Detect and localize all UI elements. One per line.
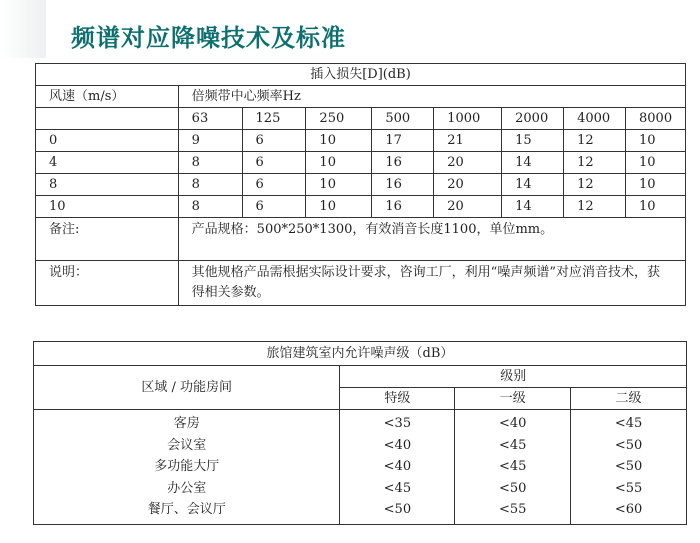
table-row xyxy=(34,435,687,457)
value-cell: 16 xyxy=(372,196,434,218)
value-cell: 14 xyxy=(502,152,564,174)
level-cell: 二级 xyxy=(571,388,687,410)
table-row xyxy=(34,478,687,500)
level-cell: 一级 xyxy=(455,388,571,410)
value-cell: 6 xyxy=(242,130,306,152)
value-cell: <45 xyxy=(455,456,571,478)
frequency-cell: 63 xyxy=(178,108,242,130)
value-cell: 21 xyxy=(434,130,502,152)
value-cell: 17 xyxy=(372,130,434,152)
table-row xyxy=(36,174,686,196)
frequency-cell: 125 xyxy=(242,108,306,130)
value-cell: 20 xyxy=(434,174,502,196)
speed-cell: 10 xyxy=(36,196,179,218)
frequency-header: 倍频带中心频率Hz xyxy=(178,86,685,108)
value-cell: <50 xyxy=(571,435,687,457)
value-cell: 15 xyxy=(502,130,564,152)
value-cell: 8 xyxy=(178,196,242,218)
speed-cell: 8 xyxy=(36,174,179,196)
frequency-cell: 500 xyxy=(372,108,434,130)
value-cell: 12 xyxy=(564,196,626,218)
value-cell: <45 xyxy=(571,410,687,435)
value-cell: 12 xyxy=(564,174,626,196)
value-cell: <45 xyxy=(340,478,455,500)
frequency-row xyxy=(36,108,686,130)
value-cell: <50 xyxy=(455,478,571,500)
value-cell: <35 xyxy=(340,410,455,435)
value-cell: 12 xyxy=(564,130,626,152)
value-cell: <50 xyxy=(571,456,687,478)
value-cell: <40 xyxy=(340,456,455,478)
table-caption: 插入损失[D](dB) xyxy=(36,64,686,86)
value-cell: 6 xyxy=(242,152,306,174)
wind-speed-header: 风速（m/s） xyxy=(36,86,179,108)
frequency-cell: 250 xyxy=(306,108,372,130)
room-cell: 客房 xyxy=(34,410,340,435)
corner-decoration xyxy=(0,0,46,58)
value-cell: <55 xyxy=(571,478,687,500)
value-cell: <60 xyxy=(571,499,687,524)
value-cell: <55 xyxy=(455,499,571,524)
value-cell: 16 xyxy=(372,174,434,196)
value-cell: 20 xyxy=(434,152,502,174)
empty-cell xyxy=(36,108,179,130)
room-cell: 多功能大厅 xyxy=(34,456,340,478)
table-row xyxy=(36,196,686,218)
frequency-cell: 1000 xyxy=(434,108,502,130)
value-cell: 10 xyxy=(306,130,372,152)
value-cell: 12 xyxy=(564,152,626,174)
room-cell: 会议室 xyxy=(34,435,340,457)
page-title: 频谱对应降噪技术及标准 xyxy=(71,24,346,52)
level-cell: 特级 xyxy=(340,388,455,410)
hotel-noise-table xyxy=(33,341,687,525)
value-cell: 10 xyxy=(306,152,372,174)
table-row xyxy=(34,499,687,524)
speed-cell: 4 xyxy=(36,152,179,174)
table-row xyxy=(34,410,687,435)
insertion-loss-table xyxy=(35,63,686,306)
value-cell: 10 xyxy=(626,174,686,196)
table-row xyxy=(36,152,686,174)
value-cell: 10 xyxy=(306,196,372,218)
value-cell: 8 xyxy=(178,174,242,196)
frequency-cell: 4000 xyxy=(564,108,626,130)
frequency-cell: 2000 xyxy=(502,108,564,130)
room-cell: 办公室 xyxy=(34,478,340,500)
value-cell: <45 xyxy=(455,435,571,457)
value-cell: 10 xyxy=(306,174,372,196)
level-header: 级别 xyxy=(340,366,687,388)
remark-text: 产品规格：500*250*1300，有效消音长度1100，单位mm。 xyxy=(178,218,685,261)
table-row xyxy=(34,456,687,478)
value-cell: 6 xyxy=(242,174,306,196)
value-cell: 14 xyxy=(502,196,564,218)
remark-label: 备注: xyxy=(36,218,179,261)
speed-cell: 0 xyxy=(36,130,179,152)
value-cell: <50 xyxy=(340,499,455,524)
value-cell: 8 xyxy=(178,152,242,174)
table-caption: 旅馆建筑室内允许噪声级（dB） xyxy=(34,342,687,366)
value-cell: 14 xyxy=(502,174,564,196)
value-cell: 9 xyxy=(178,130,242,152)
table-row xyxy=(36,130,686,152)
value-cell: 6 xyxy=(242,196,306,218)
area-header: 区域 / 功能房间 xyxy=(34,366,340,410)
frequency-cell: 8000 xyxy=(626,108,686,130)
note-label: 说明： xyxy=(36,261,179,306)
value-cell: 10 xyxy=(626,196,686,218)
value-cell: <40 xyxy=(340,435,455,457)
value-cell: <40 xyxy=(455,410,571,435)
value-cell: 20 xyxy=(434,196,502,218)
note-text: 其他规格产品需根据实际设计要求，咨询工厂，利用“噪声频谱”对应消音技术，获得相关参数。 xyxy=(178,261,685,306)
value-cell: 10 xyxy=(626,152,686,174)
value-cell: 10 xyxy=(626,130,686,152)
value-cell: 16 xyxy=(372,152,434,174)
room-cell: 餐厅、会议厅 xyxy=(34,499,340,524)
